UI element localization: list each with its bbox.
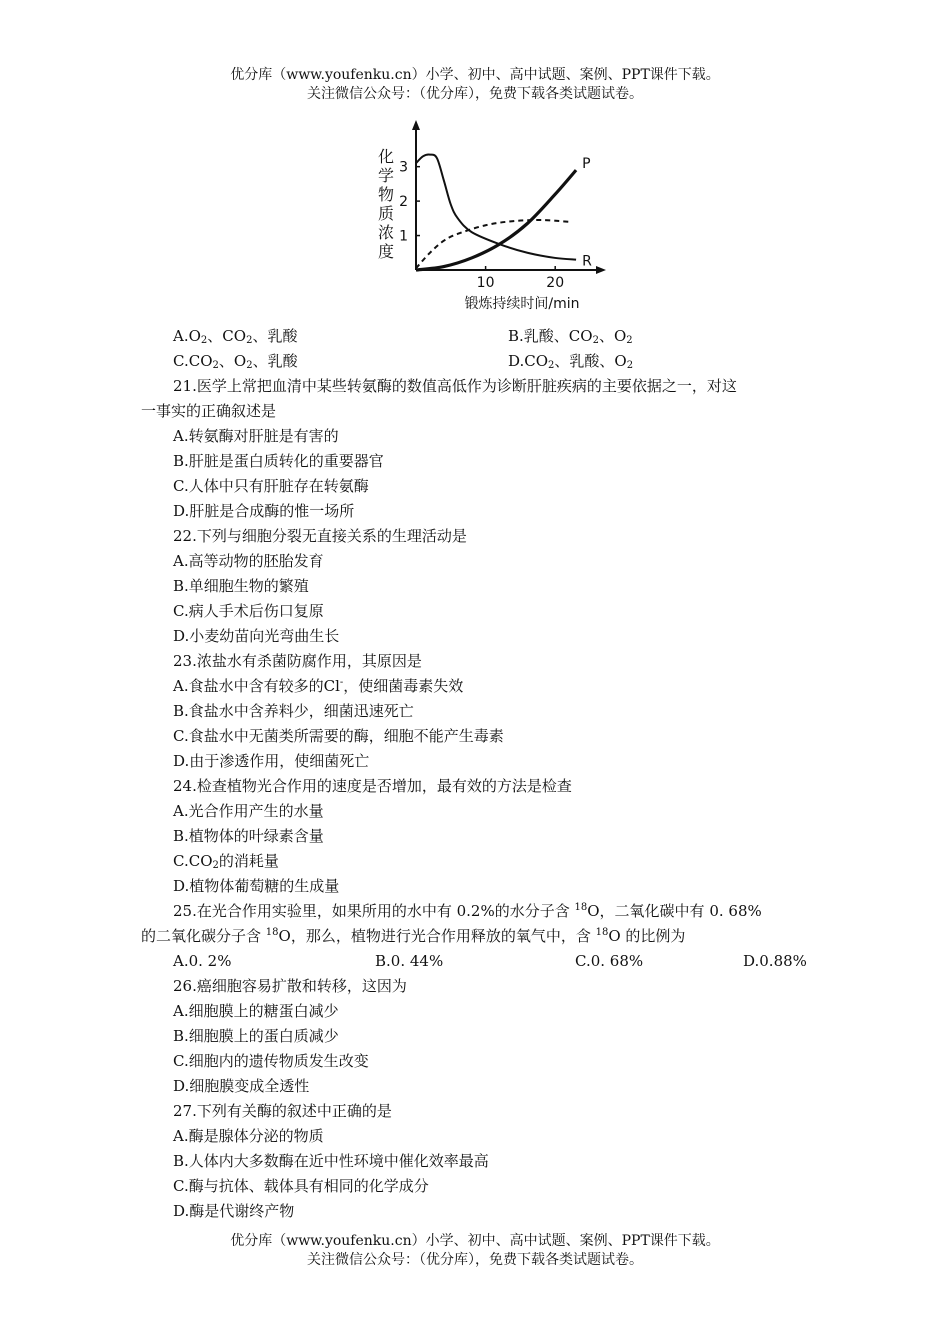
q20-option-c: $C.CO_2$、$O_2$、乳酸: [173, 352, 298, 371]
x-tick-label: 10: [476, 275, 495, 291]
q25-option-c: C.0. 68%: [575, 952, 644, 970]
y-axis-label-char: 物: [377, 185, 395, 204]
q21-option-b: B.肝脏是蛋白质转化的重要器官: [173, 452, 384, 470]
q24-option-b: B.植物体的叶绿素含量: [173, 827, 324, 845]
q20-option-d: $D.CO_2$、乳酸、$O_2$: [508, 352, 634, 371]
x-axis-arrow: [596, 266, 606, 274]
q24-stem: 24.检查植物光合作用的速度是否增加，最有效的方法是检查: [173, 777, 572, 795]
q22-option-b: B.单细胞生物的繁殖: [173, 577, 309, 595]
q25-stem-cont: 的二氧化碳分子含 $^{18}$O，那么，植物进行光合作用释放的氧气中，含 $^{18}$O 的比例为: [141, 927, 686, 945]
q23-option-b: B.食盐水中含养料少，细菌迅速死亡: [173, 702, 414, 720]
q21-option-c: C.人体中只有肝脏存在转氨酶: [173, 477, 369, 495]
q20-option-a: $A.O_2$、$CO_2$、乳酸: [173, 327, 298, 346]
x-axis-label: 锻炼持续时间/min: [464, 296, 580, 312]
chart-axes: [412, 120, 606, 274]
q27-option-b: B.人体内大多数酶在近中性环境中催化效率最高: [173, 1152, 489, 1170]
q23-stem: 23.浓盐水有杀菌防腐作用，其原因是: [173, 652, 422, 670]
q26-option-c: C.细胞内的遗传物质发生改变: [173, 1052, 369, 1070]
series-line-p: [416, 170, 576, 270]
q25-stem: 25.在光合作用实验里，如果所用的水中有 0.2%的水分子含 $^{18}$O，二氧化碳中有 0. 68%: [173, 902, 762, 920]
y-axis-arrow: [412, 120, 420, 130]
footer-line-2: 关注微信公众号：（优分库），免费下载各类试题试卷。: [307, 1252, 643, 1268]
q26-option-a: A.细胞膜上的糖蛋白减少: [173, 1002, 339, 1020]
q21-stem-cont: 一事实的正确叙述是: [141, 402, 277, 420]
header-line-2: 关注微信公众号：（优分库），免费下载各类试题试卷。: [307, 86, 643, 102]
y-tick-label: 2: [399, 194, 408, 211]
q25-option-a: A.0. 2%: [173, 952, 232, 970]
q22-stem: 22.下列与细胞分裂无直接关系的生理活动是: [173, 527, 467, 545]
q23-option-c: C.食盐水中无菌类所需要的酶，细胞不能产生毒素: [173, 727, 504, 745]
q25-option-b: B.0. 44%: [375, 952, 444, 970]
q22-option-a: A.高等动物的胚胎发育: [173, 552, 324, 570]
footer-line-1: 优分库（www.youfenku.cn）小学、初中、高中试题、案例、PPT课件下载。: [230, 1233, 720, 1249]
q21-stem: 21.医学上常把血清中某些转氨酶的数值高低作为诊断肝脏疾病的主要依据之一，对这: [173, 377, 737, 395]
q21-option-d: D.肝脏是合成酶的惟一场所: [173, 502, 355, 520]
y-axis-label: [378, 147, 394, 261]
q22-option-d: D.小麦幼苗向光弯曲生长: [173, 627, 340, 645]
chart-ticks: [399, 160, 564, 291]
q24-option-d: D.植物体葡萄糖的生成量: [173, 877, 340, 895]
q26-option-d: D.细胞膜变成全透性: [173, 1077, 310, 1095]
q27-option-c: C.酶与抗体、载体具有相同的化学成分: [173, 1177, 429, 1195]
q21-option-a: A.转氨酶对肝脏是有害的: [173, 427, 339, 445]
q26-stem: 26.癌细胞容易扩散和转移，这因为: [173, 977, 407, 995]
header-line-1: 优分库（www.youfenku.cn）小学、初中、高中试题、案例、PPT课件下载。: [230, 67, 720, 83]
q24-option-c: $C.CO_2$的消耗量: [173, 852, 279, 871]
q27-option-d: D.酶是代谢终产物: [173, 1202, 295, 1220]
y-axis-label-char: 学: [377, 166, 395, 185]
y-axis-label-char: 化: [377, 147, 395, 166]
q23-option-a: A.食盐水中含有较多的Cl-，使细菌毒素失效: [173, 677, 464, 695]
q20-option-b: B.乳酸、$CO_2$、$O_2$: [508, 327, 633, 346]
series-label-r: R: [582, 253, 592, 270]
q23-option-d: D.由于渗透作用，使细菌死亡: [173, 752, 370, 770]
series-line-r: [416, 155, 576, 260]
y-axis-label-char: 质: [377, 204, 395, 223]
concentration-chart: [370, 118, 610, 318]
y-tick-label: 1: [399, 228, 408, 245]
q24-option-a: A.光合作用产生的水量: [173, 802, 324, 820]
q22-option-c: C.病人手术后伤口复原: [173, 602, 324, 620]
x-tick-label: 20: [546, 275, 565, 291]
series-line-dashed: [416, 220, 569, 268]
q27-option-a: A.酶是腺体分泌的物质: [173, 1127, 324, 1145]
y-tick-label: 3: [399, 159, 408, 176]
q25-option-d: D.0.88%: [743, 952, 807, 970]
q26-option-b: B.细胞膜上的蛋白质减少: [173, 1027, 339, 1045]
y-axis-label-char: 度: [377, 242, 395, 261]
y-axis-label-char: 浓: [377, 223, 395, 242]
q27-stem: 27.下列有关酶的叙述中正确的是: [173, 1102, 392, 1120]
series-label-p: P: [582, 156, 591, 173]
chart-series: [416, 155, 592, 270]
